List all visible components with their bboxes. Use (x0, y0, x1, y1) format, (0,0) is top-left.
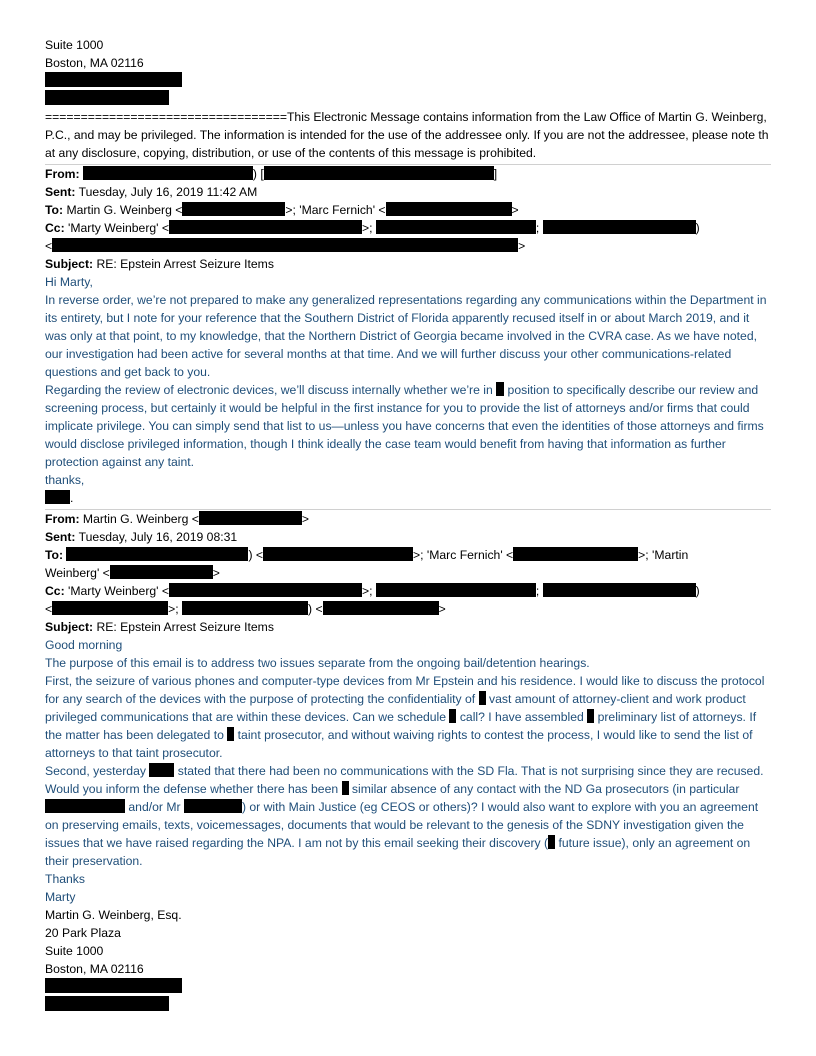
sent-date: Tuesday, July 16, 2019 08:31 (78, 530, 238, 544)
cc-label: Cc: (45, 584, 65, 598)
redaction-bar (184, 799, 242, 813)
redaction-bar (376, 583, 536, 597)
recipient: Weinberg' < (45, 566, 110, 580)
to-line: To: Martin G. Weinberg < >; 'Marc Fernich' < > (45, 203, 519, 217)
redaction-bar (479, 691, 486, 705)
redaction-bar (45, 90, 169, 105)
redaction-bar (548, 835, 555, 849)
sent-date: Tuesday, July 16, 2019 11:42 AM (78, 185, 258, 199)
cc-line-cont: < >; ) < > (45, 602, 446, 616)
redaction-bar (199, 511, 302, 525)
cc-line-cont: < > (45, 239, 526, 253)
redaction-bar (587, 709, 594, 723)
cc-recipient: 'Marty Weinberg' < (68, 584, 169, 598)
cc-line: Cc: 'Marty Weinberg' < >; ; ) (45, 584, 700, 598)
sign-off: Thanks (45, 872, 85, 886)
redaction-bar (386, 202, 512, 216)
from-line: From: Martin G. Weinberg < > (45, 512, 309, 526)
recipient: >; 'Martin (638, 548, 689, 562)
redaction-bar (45, 490, 70, 504)
redacted-line (45, 996, 773, 1014)
to-line-cont: Weinberg' < > (45, 566, 220, 580)
signature-redacted: . (45, 489, 773, 507)
address-line: Suite 1000 (45, 38, 104, 52)
sign-off: thanks, (45, 473, 85, 487)
subject-label: Subject: (45, 620, 94, 634)
redacted-line (45, 978, 773, 996)
sender-name: Marty (45, 890, 76, 904)
greeting: Good morning (45, 638, 123, 652)
redaction-bar (169, 220, 362, 234)
cc-label: Cc: (45, 221, 65, 235)
body-paragraph: Regarding the review of electronic devices, we’ll discuss internally whether we’re in position to specifically describe our review and screening process, but certainly it would be helpful in the first instance for you to provide the list of attorneys and/or firms that could implicate privilege. You can simply send that list to us—unless you have concerns that even the identities of those attorneys and firms would disclose privileged information, though I think ideally the case team would benefit from having that information as further protection against any taint. (45, 383, 764, 469)
redaction-bar (45, 996, 169, 1011)
redaction-bar (66, 547, 248, 561)
to-label: To: (45, 548, 64, 562)
redacted-line (45, 90, 773, 108)
redaction-bar (52, 601, 168, 615)
body-paragraph: Second, yesterday stated that there had been no communications with the SD Fla. That is not surprising since they are recused. Would you inform the defense whether there has been similar absence of any contact with the ND Ga prosecutors (in particular and/or Mr ) or with Main Justice (eg CEOS or others)? I would also want to explore with you an agreement on preserving emails, texts, voicemessages, documents that would be relevant to the genesis of the SDNY investigation given the issues that we have raised regarding the NPA. I am not by this email seeking their discovery ( future issue), only an agreement on their preservation. (45, 764, 764, 868)
to-line: To: ) < >; 'Marc Fernich' < >; 'Martin (45, 548, 689, 562)
signature-line: Suite 1000 (45, 944, 104, 958)
redaction-bar (264, 166, 494, 180)
redaction-bar (263, 547, 413, 561)
redaction-bar (45, 799, 125, 813)
redaction-bar (342, 781, 349, 795)
redaction-bar (110, 565, 213, 579)
sent-line (45, 183, 773, 201)
redaction-bar (182, 601, 308, 615)
subject-line (45, 618, 773, 636)
redaction-bar (45, 978, 182, 993)
redaction-bar (227, 727, 234, 741)
redaction-bar (45, 72, 182, 87)
redacted-line (45, 72, 773, 90)
recipient: >; 'Marc Fernich' < (285, 203, 386, 217)
body-paragraph: The purpose of this email is to address two issues separate from the ongoing bail/detention hearings. (45, 656, 590, 670)
sender: Martin G. Weinberg < (82, 512, 199, 526)
redaction-bar (376, 220, 536, 234)
cc-recipient: 'Marty Weinberg' < (68, 221, 169, 235)
redaction-bar (83, 166, 253, 180)
redaction-bar (543, 220, 696, 234)
to-label: To: (45, 203, 64, 217)
recipient: Martin G. Weinberg < (66, 203, 183, 217)
subject-text: RE: Epstein Arrest Seizure Items (96, 620, 274, 634)
recipient: ; 'Marc Fernich' < (420, 548, 514, 562)
subject-line (45, 255, 773, 273)
from-label: From: (45, 512, 80, 526)
sent-label: Sent: (45, 530, 76, 544)
redaction-bar (449, 709, 456, 723)
email-thread (45, 36, 773, 1014)
signature-line: 20 Park Plaza (45, 926, 121, 940)
from-label: From: (45, 167, 80, 181)
signature-line: Boston, MA 02116 (45, 962, 144, 976)
redaction-bar (513, 547, 638, 561)
greeting: Hi Marty, (45, 275, 93, 289)
redaction-bar (182, 202, 285, 216)
sent-label: Sent: (45, 185, 76, 199)
subject-text: RE: Epstein Arrest Seizure Items (96, 257, 274, 271)
body-paragraph: In reverse order, we’re not prepared to make any generalized representations regarding any communications within the Department in its entirety, but I note for your reference that the Southern District of Florida apparently recused itself in or about March 2019, and it was only at that point, to my knowledge, that the Northern District of Georgia became involved in the CVRA case. As we have noted, our investigation had been active for several months at that time. And we will further discuss your other communications-related questions and get back to you. (45, 293, 767, 379)
sent-line (45, 528, 773, 546)
from-line: From: ) [ ] (45, 167, 498, 181)
signature-line: Martin G. Weinberg, Esq. (45, 908, 182, 922)
subject-label: Subject: (45, 257, 94, 271)
redaction-bar (169, 583, 362, 597)
redaction-bar (52, 238, 518, 252)
body-paragraph: First, the seizure of various phones and computer-type devices from Mr Epstein and his residence. I would like to discuss the protocol for any search of the devices with the purpose of protecting the confidentiality of vast amount of attorney-client and work product privileged communications that are within these devices. Can we schedule call? I have assembled preliminary list of attorneys. If the matter has been delegated to taint prosecutor, and without waiving rights to contest the process, I would like to send the list of attorneys to that taint prosecutor. (45, 674, 765, 760)
disclaimer: ==================================This Electronic Message contains information from the Law Office of Martin G. Weinberg, P.C., and may be privileged. The information is intended for the use of the addressee only. If you are not the addressee, please note that any disclosure, copying, distribution, or use of the contents of this message is prohibited. (45, 110, 769, 160)
redaction-bar (496, 382, 504, 396)
redaction-bar (323, 601, 439, 615)
redaction-bar (543, 583, 696, 597)
cc-line: Cc: 'Marty Weinberg' < >; ; ) (45, 221, 700, 235)
address-line: Boston, MA 02116 (45, 56, 144, 70)
redaction-bar (149, 763, 174, 777)
